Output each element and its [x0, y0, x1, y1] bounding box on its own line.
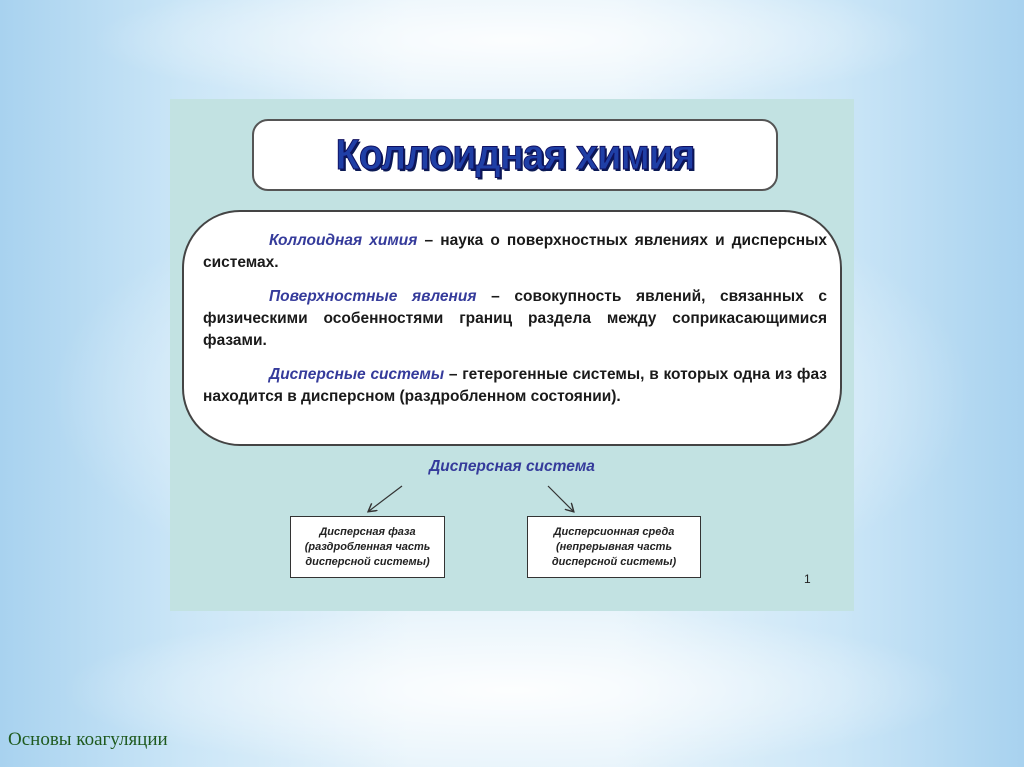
dispersed-phase-line2: (раздробленная часть — [304, 540, 431, 553]
slide — [170, 99, 854, 611]
dispersed-phase-line1: Дисперсная фаза — [319, 525, 416, 538]
dispersed-phase-line3: дисперсной системы) — [305, 555, 430, 568]
footer-caption: Основы коагуляции — [8, 729, 168, 750]
dispersion-medium-line3: дисперсной системы) — [551, 555, 677, 568]
definition-term: Дисперсные системы — [269, 366, 445, 383]
arrow-right — [548, 486, 573, 511]
dispersion-medium-box — [527, 516, 701, 578]
diagram-heading: Дисперсная система — [429, 458, 595, 475]
definition-text: – гетерогенные системы, в которых одна из фаз находится в дисперсном (раздробленном состоянии). — [203, 366, 827, 405]
definition-term: Поверхностные явления — [269, 288, 477, 305]
diagram-arrows — [170, 99, 854, 611]
dispersion-medium-line2: (непрерывная часть — [556, 540, 672, 553]
definition-text: – наука о поверхностных явлениях и дисперсных системах. — [203, 232, 827, 271]
slide-title: Коллоидная химия — [335, 130, 695, 179]
dispersed-phase-box — [290, 516, 445, 578]
page-number: 1 — [804, 572, 811, 586]
arrow-left — [369, 486, 402, 511]
definition-text: – совокупность явлений, связанных с физическими особенностями границ раздела между соприкасающимися фазами. — [203, 288, 827, 349]
dispersion-medium-line1: Дисперсионная среда — [553, 525, 675, 538]
definition-term: Коллоидная химия — [269, 232, 418, 249]
